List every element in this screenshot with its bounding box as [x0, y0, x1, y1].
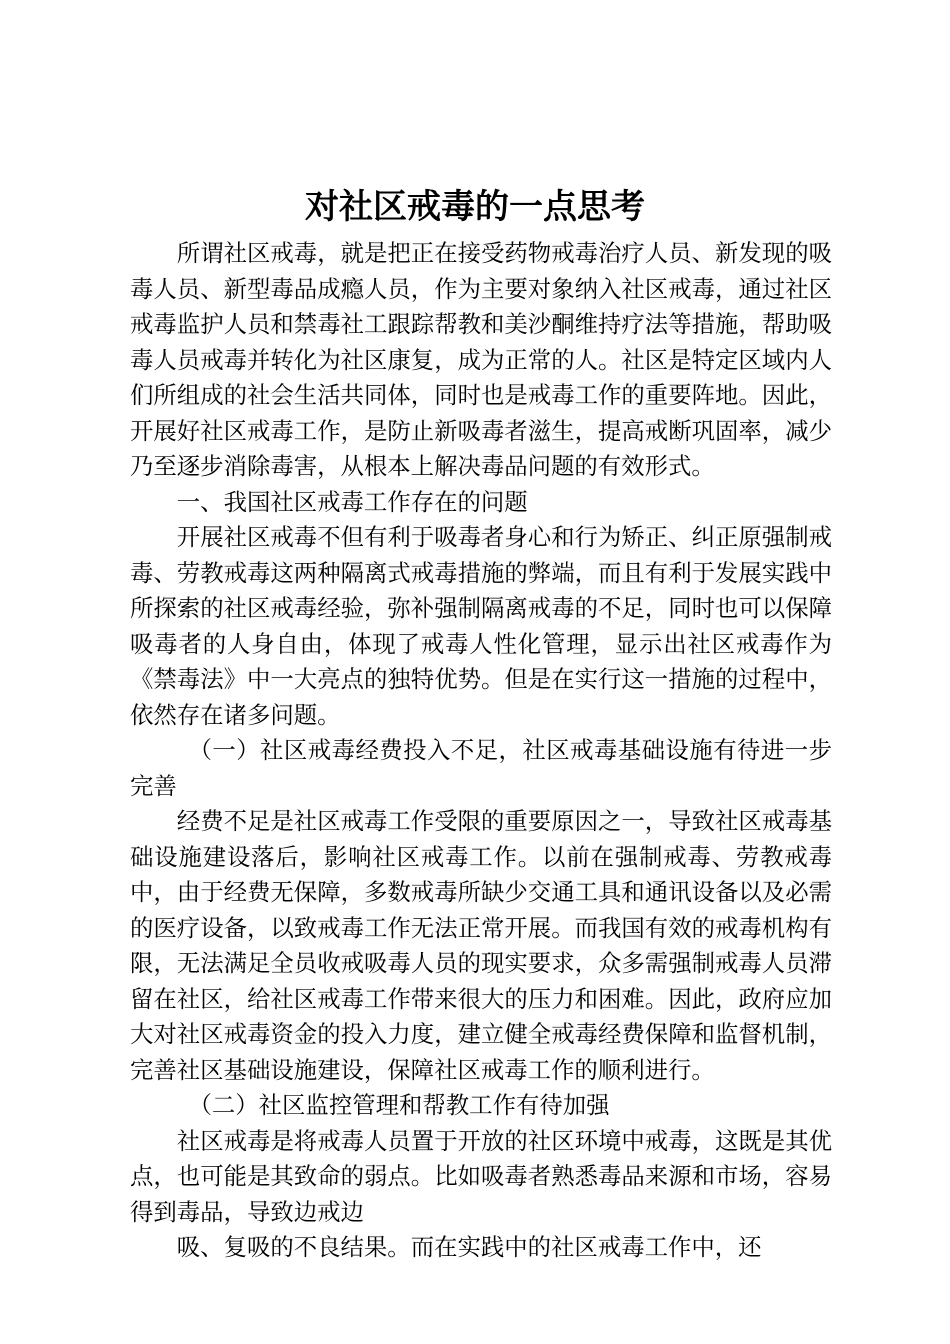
- document-title: 对社区戒毒的一点思考: [305, 187, 645, 227]
- paragraph-supervision: 社区戒毒是将戒毒人员置于开放的社区环境中戒毒，这既是其优点，也可能是其致命的弱点。比如吸毒者熟悉毒品来源和市场，容易得到毒品，导致边戒边: [130, 1126, 832, 1226]
- subheading-2: （二）社区监控管理和帮教工作有待加强: [188, 1091, 610, 1119]
- paragraph-section-1: 开展社区戒毒不但有利于吸毒者身心和行为矫正、纠正原强制戒毒、劳教戒毒这两种隔离式戒毒措施的弊端，而且有利于发展实践中所探索的社区戒毒经验，弥补强制隔离戒毒的不足，同时也可以保障吸毒者的人身自由，体现了戒毒人性化管理，显示出社区戒毒作为《禁毒法》中一大亮点的独特优势。但是在实行这一措施的过程中，依然存在诸多问题。: [130, 523, 832, 729]
- paragraph-intro: 所谓社区戒毒，就是把正在接受药物戒毒治疗人员、新发现的吸毒人员、新型毒品成瘾人员，作为主要对象纳入社区戒毒，通过社区戒毒监护人员和禁毒社工跟踪帮教和美沙酮维持疗法等措施，帮助吸毒人员戒毒并转化为社区康复，成为正常的人。社区是特定区域内人们所组成的社会生活共同体，同时也是戒毒工作的重要阵地。因此，开展好社区戒毒工作，是防止新吸毒者滋生，提高戒断巩固率，减少乃至逐步消除毒害，从根本上解决毒品问题的有效形式。: [130, 239, 832, 480]
- section-heading-1: 一、我国社区戒毒工作存在的问题: [176, 487, 528, 516]
- paragraph-funding: 经费不足是社区戒毒工作受限的重要原因之一，导致社区戒毒基础设施建设落后，影响社区戒毒工作。以前在强制戒毒、劳教戒毒中，由于经费无保障，多数戒毒所缺少交通工具和通讯设备以及必需的医疗设备，以致戒毒工作无法正常开展。而我国有效的戒毒机构有限，无法满足全员收戒吸毒人员的现实要求，众多需强制戒毒人员滞留在社区，给社区戒毒工作带来很大的压力和困难。因此，政府应加大对社区戒毒资金的投入力度，建立健全戒毒经费保障和监督机制，完善社区基础设施建设，保障社区戒毒工作的顺利进行。: [130, 807, 832, 1084]
- document-body: [130, 236, 832, 1266]
- subheading-1: （一）社区戒毒经费投入不足，社区戒毒基础设施有待进一步完善: [130, 736, 832, 800]
- paragraph-continued: 吸、复吸的不良结果。而在实践中的社区戒毒工作中，还: [176, 1233, 762, 1261]
